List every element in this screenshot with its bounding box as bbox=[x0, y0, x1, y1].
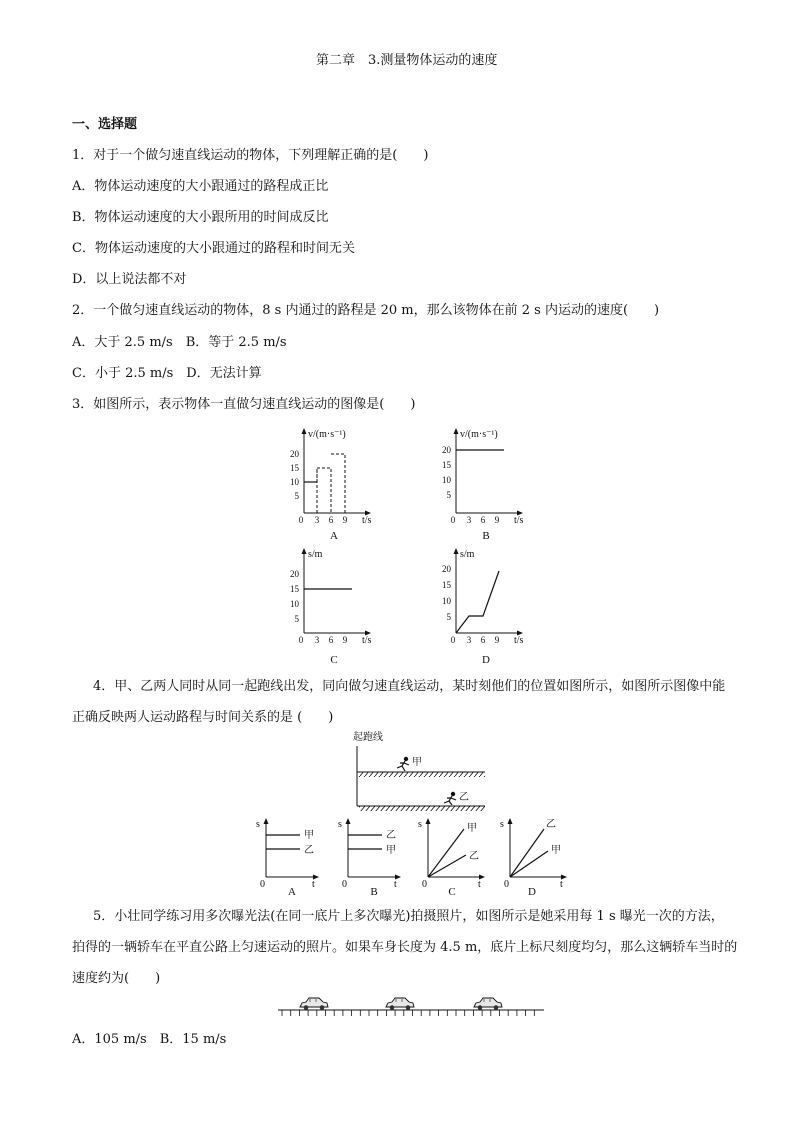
q3a-segment-2 bbox=[317, 468, 331, 513]
q3b-xtick: 0 bbox=[450, 515, 456, 525]
q4c-origin: 0 bbox=[422, 879, 427, 890]
q3b-caption: B bbox=[482, 530, 490, 542]
q4c-caption: C bbox=[448, 886, 456, 898]
q4c-axis-t: t bbox=[478, 879, 481, 890]
ruler-ticks bbox=[282, 1010, 534, 1016]
q4b-axis-t: t bbox=[394, 879, 397, 890]
track-bottom-hatch bbox=[359, 806, 485, 811]
q3c-ytick: 20 bbox=[290, 569, 299, 579]
track-top-hatch bbox=[359, 772, 485, 777]
q1-option-a: A．物体运动速度的大小跟通过的路程成正比 bbox=[72, 179, 329, 194]
q3d-xlabel: t/s bbox=[514, 635, 524, 646]
q5-stem-line3: 速度约为( ) bbox=[72, 971, 161, 986]
q3a-xtick: 9 bbox=[342, 515, 348, 525]
q3b-ytick: 20 bbox=[442, 445, 451, 455]
q3d-line bbox=[456, 571, 499, 633]
q4d-label-bottom: 甲 bbox=[551, 845, 561, 856]
q4a-axis-t: t bbox=[312, 879, 315, 890]
q3a-ytick: 5 bbox=[294, 491, 299, 501]
q3b-xlabel: t/s bbox=[514, 515, 524, 526]
q3d-xtick: 6 bbox=[480, 635, 486, 645]
q4a-origin: 0 bbox=[260, 879, 265, 890]
q3a-ylabel: v/(m·s⁻¹) bbox=[308, 429, 346, 440]
q3a-ytick: 10 bbox=[290, 477, 299, 487]
car-icon bbox=[474, 998, 502, 1010]
q3c-xtick: 9 bbox=[342, 635, 348, 645]
q4d-line-steep bbox=[510, 829, 544, 877]
q4c-label-top: 甲 bbox=[467, 823, 477, 834]
q4b-label-bottom: 甲 bbox=[386, 845, 396, 856]
q2-options-ab: A．大于 2.5 m/s B．等于 2.5 m/s bbox=[72, 335, 287, 350]
q3c-xtick: 6 bbox=[328, 635, 334, 645]
q4d-line-shallow bbox=[510, 851, 548, 877]
q3a-xtick: 3 bbox=[314, 515, 320, 525]
q3c-caption: C bbox=[330, 654, 338, 666]
car-icon bbox=[300, 998, 328, 1010]
q3b-xtick: 3 bbox=[466, 515, 472, 525]
q3-graph-a bbox=[280, 425, 390, 545]
q3a-xlabel: t/s bbox=[362, 515, 372, 526]
q4-graph-d bbox=[496, 815, 576, 897]
q3c-xtick: 0 bbox=[298, 635, 304, 645]
q3d-caption: D bbox=[482, 654, 490, 666]
q3d-xtick: 3 bbox=[466, 635, 472, 645]
q3b-xtick: 6 bbox=[480, 515, 486, 525]
q4d-caption: D bbox=[528, 886, 536, 898]
q4d-origin: 0 bbox=[504, 879, 509, 890]
q3d-ytick: 5 bbox=[446, 612, 451, 622]
runner-yi-label: 乙 bbox=[459, 792, 469, 803]
q2-stem: 2．一个做匀速直线运动的物体，8 s 内通过的路程是 20 m，那么该物体在前 2 s 内运动的速度( ) bbox=[72, 303, 660, 318]
q4-graph-b bbox=[334, 815, 409, 897]
q4c-label-bottom: 乙 bbox=[469, 851, 479, 862]
q3c-xlabel: t/s bbox=[362, 635, 372, 646]
q3c-xtick: 3 bbox=[314, 635, 320, 645]
q3b-ylabel: v/(m·s⁻¹) bbox=[460, 429, 498, 440]
q4-stem-line2: 正确反映两人运动路程与时间关系的是 ( ) bbox=[72, 710, 334, 725]
q4c-line-steep bbox=[428, 829, 464, 877]
q3-stem: 3．如图所示，表示物体一直做匀速直线运动的图像是( ) bbox=[72, 397, 416, 412]
q3b-xtick: 9 bbox=[494, 515, 500, 525]
q4a-label-bottom: 乙 bbox=[304, 845, 314, 856]
q3c-ylabel: s/m bbox=[308, 549, 323, 560]
q4-graph-c bbox=[414, 815, 494, 897]
runner-jia-label: 甲 bbox=[412, 757, 422, 768]
q1-option-b: B．物体运动速度的大小跟所用的时间成反比 bbox=[72, 210, 329, 225]
q3b-ytick: 15 bbox=[442, 460, 451, 470]
q3c-ytick: 10 bbox=[290, 599, 299, 609]
q3c-ytick: 5 bbox=[294, 614, 299, 624]
q3b-ytick: 5 bbox=[446, 490, 451, 500]
q1-stem: 1．对于一个做匀速直线运动的物体，下列理解正确的是( ) bbox=[72, 148, 429, 163]
page-title: 第二章 3.测量物体运动的速度 bbox=[316, 53, 498, 68]
q3a-xtick: 0 bbox=[298, 515, 304, 525]
q3a-ytick: 15 bbox=[290, 463, 299, 473]
runner-yi-icon bbox=[444, 792, 456, 805]
q4a-caption: A bbox=[288, 886, 296, 898]
q4d-axis-s: s bbox=[500, 819, 504, 830]
q5-stem-line1: 5．小壮同学练习用多次曝光法(在同一底片上多次曝光)拍摄照片，如图所示是她采用每 1 s 曝光一次的方法， bbox=[93, 909, 724, 924]
q4a-label-top: 甲 bbox=[304, 830, 314, 841]
q3-graph-b bbox=[432, 425, 542, 545]
q3d-xtick: 9 bbox=[494, 635, 500, 645]
q4b-origin: 0 bbox=[342, 879, 347, 890]
q5-stem-line2: 拍得的一辆轿车在平直公路上匀速运动的照片。如果车身长度为 4.5 m，底片上标尺刻度均匀，那么这辆轿车当时的 bbox=[72, 940, 738, 955]
car-icon bbox=[386, 998, 414, 1010]
q3c-ytick: 15 bbox=[290, 584, 299, 594]
q3d-ytick: 15 bbox=[442, 580, 451, 590]
q5-car-figure bbox=[276, 992, 546, 1022]
q3b-ytick: 10 bbox=[442, 475, 451, 485]
q4c-line-shallow bbox=[428, 855, 466, 877]
q3d-ytick: 20 bbox=[442, 564, 451, 574]
q4c-axis-s: s bbox=[418, 819, 422, 830]
q3a-caption: A bbox=[330, 530, 338, 542]
q4d-axis-t: t bbox=[560, 879, 563, 890]
q5-options-ab: A．105 m/s B．15 m/s bbox=[72, 1032, 227, 1047]
start-line-label: 起跑线 bbox=[353, 732, 383, 743]
runner-jia-icon bbox=[397, 757, 409, 771]
q3a-ytick: 20 bbox=[290, 449, 299, 459]
q3a-segment-3 bbox=[331, 454, 345, 513]
q1-option-d: D．以上说法都不对 bbox=[72, 272, 187, 287]
q4-graph-a bbox=[252, 815, 327, 897]
q4d-label-top: 乙 bbox=[546, 819, 556, 830]
q4b-label-top: 乙 bbox=[386, 830, 396, 841]
q3a-xtick: 6 bbox=[328, 515, 334, 525]
q4a-axis-s: s bbox=[256, 819, 260, 830]
q4b-caption: B bbox=[370, 886, 378, 898]
q3-graph-c bbox=[280, 545, 390, 665]
section-heading: 一、选择题 bbox=[72, 117, 138, 132]
q4-stem-line1: 4．甲、乙两人同时从同一起跑线出发，同向做匀速直线运动，某时刻他们的位置如图所示，如图所示图像中能 bbox=[93, 679, 726, 694]
q3d-ytick: 10 bbox=[442, 596, 451, 606]
q1-option-c: C．物体运动速度的大小跟通过的路程和时间无关 bbox=[72, 241, 355, 256]
q3-graph-d bbox=[432, 545, 542, 665]
q4b-axis-s: s bbox=[338, 819, 342, 830]
q3d-ylabel: s/m bbox=[460, 549, 475, 560]
q4-track-figure bbox=[350, 728, 490, 812]
q2-options-cd: C．小于 2.5 m/s D．无法计算 bbox=[72, 366, 262, 381]
q3d-xtick: 0 bbox=[450, 635, 456, 645]
